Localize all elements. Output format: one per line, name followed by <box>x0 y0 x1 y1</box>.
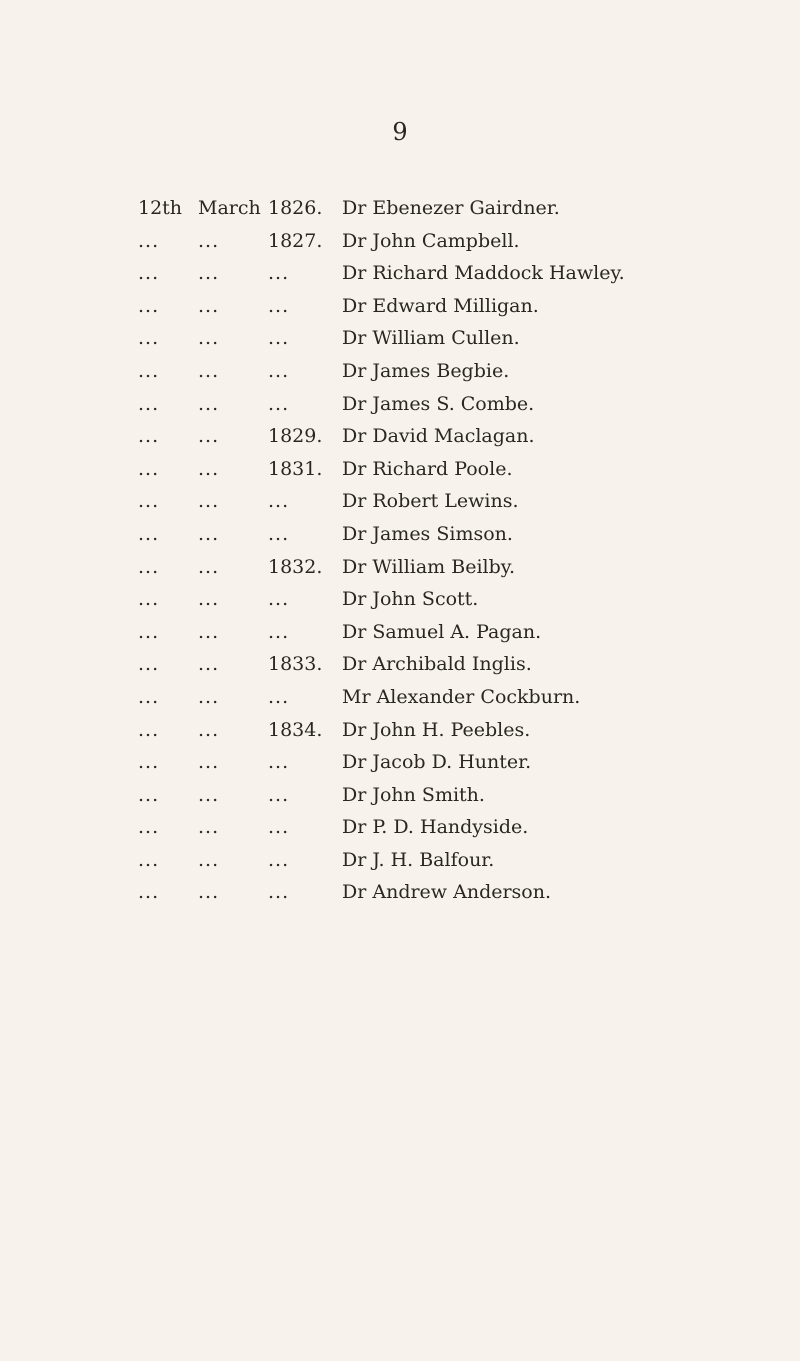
entry-name: Dr P. D. Handyside. <box>342 816 529 839</box>
entry-name: Dr Andrew Anderson. <box>342 881 552 904</box>
entry-month: ... <box>198 229 220 252</box>
entry-year: 1826. <box>268 197 323 219</box>
entry-day: ... <box>138 262 160 285</box>
entry-name: Dr Samuel A. Pagan. <box>342 620 542 643</box>
entry-day: ... <box>138 294 160 317</box>
list-item <box>0 355 800 388</box>
entry-year: 1827. <box>268 229 323 252</box>
list-item <box>0 257 800 290</box>
list-item <box>0 811 800 844</box>
entry-day: ... <box>138 685 160 708</box>
entry-day: ... <box>138 783 160 806</box>
entry-month: March <box>198 197 261 219</box>
entry-year: 1831. <box>268 457 323 480</box>
entry-month: ... <box>198 685 220 708</box>
entry-day: ... <box>138 555 160 578</box>
entry-year: ... <box>268 392 290 415</box>
entry-month: ... <box>198 653 220 676</box>
entry-year: 1833. <box>268 653 323 676</box>
entry-month: ... <box>198 262 220 285</box>
list-item <box>0 453 800 486</box>
entry-month: ... <box>198 294 220 317</box>
entry-month: ... <box>198 522 220 545</box>
entry-month: ... <box>198 848 220 871</box>
entry-day: ... <box>138 359 160 382</box>
entry-month: ... <box>198 490 220 513</box>
entry-name: Dr John Campbell. <box>342 229 520 252</box>
entry-month: ... <box>198 425 220 448</box>
entry-year: ... <box>268 848 290 871</box>
entry-month: ... <box>198 881 220 904</box>
list-item <box>0 551 800 584</box>
entry-name: Dr Richard Maddock Hawley. <box>342 262 625 285</box>
list-item <box>0 518 800 551</box>
entry-name: Dr James Begbie. <box>342 359 510 382</box>
entry-month: ... <box>198 457 220 480</box>
list-item <box>0 420 800 453</box>
entry-month: ... <box>198 718 220 741</box>
entry-year: ... <box>268 359 290 382</box>
list-item <box>0 844 800 877</box>
entry-year: ... <box>268 751 290 774</box>
list-item <box>0 616 800 649</box>
entry-year: ... <box>268 783 290 806</box>
entry-year: 1832. <box>268 555 323 578</box>
entry-month: ... <box>198 783 220 806</box>
entry-year: ... <box>268 490 290 513</box>
entry-month: ... <box>198 588 220 611</box>
entry-month: ... <box>198 751 220 774</box>
entry-year: ... <box>268 327 290 350</box>
list-item <box>0 648 800 681</box>
entry-name: Dr Jacob D. Hunter. <box>342 751 532 774</box>
entry-name: Dr William Cullen. <box>342 327 520 350</box>
entry-name: Dr William Beilby. <box>342 555 516 578</box>
entry-day: ... <box>138 588 160 611</box>
entry-month: ... <box>198 620 220 643</box>
entry-day: ... <box>138 620 160 643</box>
entry-year: ... <box>268 522 290 545</box>
entry-name: Dr John H. Peebles. <box>342 718 531 741</box>
list-item <box>0 485 800 518</box>
entry-day: ... <box>138 425 160 448</box>
page-number: 9 <box>392 118 408 146</box>
entry-year: ... <box>268 620 290 643</box>
entry-day: ... <box>138 848 160 871</box>
entry-month: ... <box>198 392 220 415</box>
entry-year: ... <box>268 881 290 904</box>
list-item <box>0 583 800 616</box>
entry-day: ... <box>138 457 160 480</box>
entry-month: ... <box>198 327 220 350</box>
entry-name: Dr J. H. Balfour. <box>342 848 495 871</box>
entry-name: Dr Robert Lewins. <box>342 490 519 513</box>
entry-year: ... <box>268 294 290 317</box>
list-item <box>0 225 800 258</box>
entry-day: ... <box>138 751 160 774</box>
entry-name: Dr David Maclagan. <box>342 425 535 448</box>
entry-name: Mr Alexander Cockburn. <box>342 685 581 708</box>
list-item <box>0 192 800 225</box>
entry-day: ... <box>138 229 160 252</box>
entry-name: Dr James Simson. <box>342 522 513 545</box>
entry-day: ... <box>138 522 160 545</box>
list-item <box>0 779 800 812</box>
entry-day: ... <box>138 718 160 741</box>
entry-year: ... <box>268 262 290 285</box>
list-item <box>0 290 800 323</box>
list-item <box>0 322 800 355</box>
entry-name: Dr Ebenezer Gairdner. <box>342 197 560 219</box>
entry-year: 1834. <box>268 718 323 741</box>
entry-day: ... <box>138 490 160 513</box>
entry-name: Dr John Scott. <box>342 588 479 611</box>
entry-year: 1829. <box>268 425 323 448</box>
entry-day: ... <box>138 816 160 839</box>
list-item <box>0 714 800 747</box>
list-item <box>0 746 800 779</box>
entry-name: Dr Richard Poole. <box>342 457 513 480</box>
entry-day: ... <box>138 392 160 415</box>
entry-day: 12th <box>138 197 183 219</box>
entry-name: Dr Edward Milligan. <box>342 294 539 317</box>
entry-year: ... <box>268 685 290 708</box>
entry-name: Dr James S. Combe. <box>342 392 535 415</box>
list-item <box>0 681 800 714</box>
entry-month: ... <box>198 816 220 839</box>
entry-year: ... <box>268 816 290 839</box>
entry-month: ... <box>198 359 220 382</box>
entry-day: ... <box>138 653 160 676</box>
entry-day: ... <box>138 327 160 350</box>
entry-name: Dr John Smith. <box>342 783 485 806</box>
entry-name: Dr Archibald Inglis. <box>342 653 532 676</box>
list-item <box>0 876 800 909</box>
list-item <box>0 388 800 421</box>
entry-day: ... <box>138 881 160 904</box>
member-list <box>0 192 800 909</box>
entry-month: ... <box>198 555 220 578</box>
entry-year: ... <box>268 588 290 611</box>
